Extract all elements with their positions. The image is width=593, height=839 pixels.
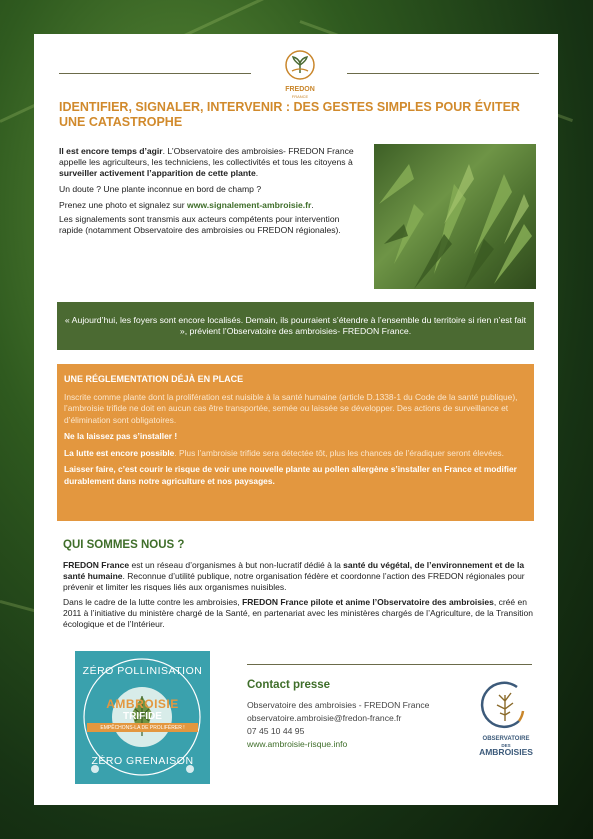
regulation-warning [64, 431, 527, 443]
badge-bottom-text: ZÉRO GRENAISON [91, 755, 194, 767]
page-title: IDENTIFIER, SIGNALER, INTERVENIR : DES GESTES SIMPLES POUR ÉVITER UNE CATASTROPHE [59, 100, 520, 129]
signalement-link[interactable]: www.signalement-ambroisie.fr [187, 200, 312, 210]
observatoire-label: OBSERVATOIRE [482, 736, 530, 742]
intro-question: Un doute ? Une plante inconnue en bord de champ ? [59, 184, 262, 194]
intro-text-span: . [311, 200, 314, 210]
observatoire-logo [466, 681, 546, 771]
who-text [63, 560, 538, 634]
fredon-logo-icon [284, 49, 316, 81]
badge-name: AMBROISIE [106, 697, 179, 711]
who-text-span: . Reconnue d’utilité publique, notre organisation fédère et coordonne l’action des FREDON régionales pour prévenir et limiter les risques liés aux organismes nuisibles. [63, 571, 525, 592]
who-text-span: Dans le cadre de la lutte contre les ambroisies, [63, 597, 243, 607]
regulation-paragraph [64, 448, 527, 460]
quote-box: « Aujourd’hui, les foyers sont encore localisés. Demain, ils pourraient s’étendre à l’ensemble du territoire si rien n’est fait », prévient l’Observatoire des ambroisies- FREDON France. [57, 302, 534, 350]
contact-phone: 07 45 10 44 95 [247, 726, 305, 736]
contact-heading: Contact presse [247, 679, 331, 691]
regulation-text: . Plus l’ambroisie trifide sera détectée tôt, plus les chances de l’éradiquer seront élevées. [174, 447, 504, 458]
divider [59, 73, 251, 74]
who-bold: santé du végétal, de l’environnement et de la santé humaine [63, 560, 525, 581]
intro-text-span: . [255, 168, 259, 178]
contact-org: Observatoire des ambroisies - FREDON France [247, 700, 430, 710]
badge-name-2: TRIFIDE [123, 711, 162, 722]
regulation-bold: Laisser faire, c’est courir le risque de voir une nouvelle plante au pollen allergène s’installer en France et modifier durablement dans notre agriculture et nos paysages. [64, 464, 517, 486]
badge-ribbon: EMPÊCHONS-LA DE PROLIFÉRER ! [100, 725, 185, 731]
who-text-span: , créé en 2011 à l’initiative du ministère chargé de la Santé, en partenariat avec les ministères chargés de l’Agriculture, de la Transition écologique et de l’Intérieur. [63, 597, 533, 629]
contact-email[interactable]: observatoire.ambroisie@fredon-france.fr [247, 713, 402, 723]
observatoire-logo-icon [479, 681, 533, 731]
document-page [34, 34, 558, 805]
press-contact [247, 679, 487, 751]
regulation-paragraph: Inscrite comme plante dont la prolifération est nuisible à la santé humaine (article D.1338-1 du Code de la santé publique), l’ambroisie trifide ne doit en aucun cas être transportée, semée ou laissée se développer. Des actions de surveillance et d’élimination sont obligatoires. [64, 391, 518, 425]
intro-text [59, 146, 364, 241]
who-bold: FREDON France [63, 560, 130, 570]
regulation-heading: UNE RÉGLEMENTATION DÉJÀ EN PLACE [64, 374, 244, 384]
divider [347, 73, 539, 74]
badge-top-text: ZÉRO POLLINISATION [82, 665, 203, 677]
regulation-bold: Ne la laissez pas s’installer ! [64, 431, 178, 441]
who-heading: QUI SOMMES NOUS ? [63, 539, 185, 551]
intro-bold: Il est encore temps d’agir [59, 146, 163, 156]
divider [247, 664, 532, 665]
observatoire-label-ambroisies: AMBROISIES [479, 747, 533, 757]
logo-sub: FRANCE [291, 94, 309, 99]
ambroisie-photo [374, 144, 536, 289]
fredon-logo [282, 49, 318, 99]
intro-paragraph [59, 146, 364, 179]
contact-website-link[interactable]: www.ambroisie-risque.info [247, 739, 348, 749]
intro-paragraph: Les signalements sont transmis aux acteurs compétents pour intervention rapide (notamment Observatoire des ambroisies ou FREDON régionales). [59, 214, 341, 235]
regulation-bold: La lutte est encore possible [64, 447, 175, 458]
who-text-span: est un réseau d’organismes à but non-lucratif dédié à la [129, 560, 344, 570]
intro-text-span: Prenez une photo et signalez sur [59, 200, 188, 210]
who-bold: FREDON France pilote et anime l’Observatoire des ambroisies [242, 597, 494, 607]
intro-bold: surveiller activement l’apparition de cette plante [59, 168, 256, 178]
plant-image [374, 144, 536, 289]
who-paragraph [63, 597, 538, 630]
observatoire-label-des: DES [501, 743, 511, 748]
campaign-badge [75, 651, 210, 784]
intro-text-span: . L’Observatoire des ambroisies- FREDON France appelle les agriculteurs, les techniciens, les collectivités et tous les citoyens à [59, 146, 354, 167]
intro-paragraph [59, 200, 364, 211]
regulation-paragraph [64, 464, 527, 487]
regulation-box [57, 364, 534, 521]
who-paragraph [63, 560, 538, 593]
logo-name: FREDON [285, 86, 315, 93]
